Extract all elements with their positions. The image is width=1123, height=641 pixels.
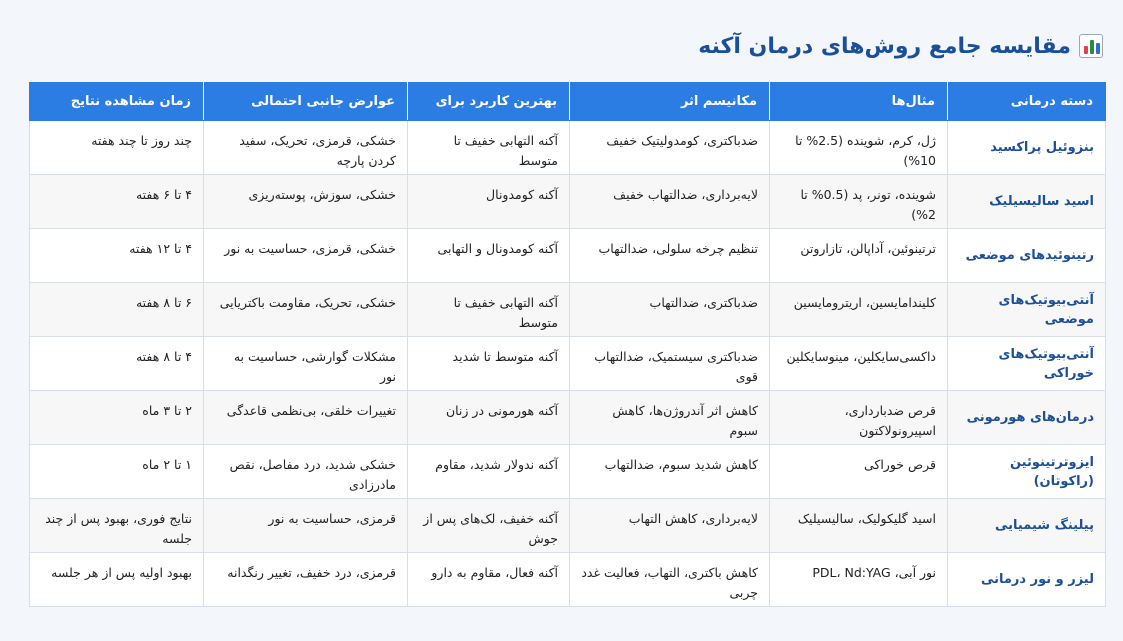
row-side-effects: قرمزی، حساسیت به نور bbox=[204, 499, 408, 553]
row-examples: ترتینوئین، آداپالن، تازاروتن bbox=[770, 229, 948, 283]
row-category: اسید سالیسیلیک bbox=[948, 175, 1106, 229]
row-mechanism: ضدباکتری سیستمیک، ضدالتهاب قوی bbox=[570, 337, 770, 391]
header-best-for[interactable]: بهترین کاربرد برای bbox=[408, 83, 570, 121]
table-row bbox=[30, 499, 1106, 553]
row-results-time: ۴ تا ۸ هفته bbox=[30, 337, 204, 391]
table-row bbox=[30, 175, 1106, 229]
row-side-effects: خشکی، تحریک، مقاومت باکتریایی bbox=[204, 283, 408, 337]
row-mechanism: ضدباکتری، کومدولیتیک خفیف bbox=[570, 121, 770, 175]
row-best-for: آکنه کومدونال و التهابی bbox=[408, 229, 570, 283]
row-results-time: نتایج فوری، بهبود پس از چند جلسه bbox=[30, 499, 204, 553]
row-category: بنزوئیل پراکسید bbox=[948, 121, 1106, 175]
row-side-effects: قرمزی، درد خفیف، تغییر رنگدانه bbox=[204, 553, 408, 607]
row-mechanism: لایه‌برداری، کاهش التهاب bbox=[570, 499, 770, 553]
row-results-time: ۴ تا ۶ هفته bbox=[30, 175, 204, 229]
comparison-table bbox=[29, 82, 1106, 607]
table-row bbox=[30, 445, 1106, 499]
table-row bbox=[30, 229, 1106, 283]
row-examples: اسید گلیکولیک، سالیسیلیک bbox=[770, 499, 948, 553]
row-best-for: آکنه التهابی خفیف تا متوسط bbox=[408, 121, 570, 175]
row-examples: داکسی‌سایکلین، مینوسایکلین bbox=[770, 337, 948, 391]
row-side-effects: تغییرات خلقی، بی‌نظمی قاعدگی bbox=[204, 391, 408, 445]
row-examples: شوینده، تونر، پد (0.5% تا 2%) bbox=[770, 175, 948, 229]
row-best-for: آکنه التهابی خفیف تا متوسط bbox=[408, 283, 570, 337]
row-results-time: بهبود اولیه پس از هر جلسه bbox=[30, 553, 204, 607]
row-best-for: آکنه فعال، مقاوم به دارو bbox=[408, 553, 570, 607]
row-examples: نور آبی، PDL، Nd:YAG bbox=[770, 553, 948, 607]
table-row bbox=[30, 391, 1106, 445]
table-row bbox=[30, 283, 1106, 337]
header-mechanism[interactable]: مکانیسم اثر bbox=[570, 83, 770, 121]
row-side-effects: خشکی، سوزش، پوسته‌ریزی bbox=[204, 175, 408, 229]
row-best-for: آکنه ندولار شدید، مقاوم bbox=[408, 445, 570, 499]
row-best-for: آکنه خفیف، لک‌های پس از جوش bbox=[408, 499, 570, 553]
row-category: لیزر و نور درمانی bbox=[948, 553, 1106, 607]
row-best-for: آکنه متوسط تا شدید bbox=[408, 337, 570, 391]
row-side-effects: خشکی، قرمزی، حساسیت به نور bbox=[204, 229, 408, 283]
row-best-for: آکنه هورمونی در زنان bbox=[408, 391, 570, 445]
row-side-effects: خشکی شدید، درد مفاصل، نقص مادرزادی bbox=[204, 445, 408, 499]
table-row bbox=[30, 121, 1106, 175]
row-results-time: ۴ تا ۱۲ هفته bbox=[30, 229, 204, 283]
page-title bbox=[698, 28, 1103, 64]
row-category: رتینوئیدهای موضعی bbox=[948, 229, 1106, 283]
row-results-time: ۲ تا ۳ ماه bbox=[30, 391, 204, 445]
row-results-time: ۱ تا ۲ ماه bbox=[30, 445, 204, 499]
table-row bbox=[30, 337, 1106, 391]
table-header-row bbox=[30, 83, 1106, 121]
row-examples: ژل، کرم، شوینده (2.5% تا 10%) bbox=[770, 121, 948, 175]
row-mechanism: لایه‌برداری، ضدالتهاب خفیف bbox=[570, 175, 770, 229]
header-category[interactable]: دسته درمانی bbox=[948, 83, 1106, 121]
row-category: پیلینگ شیمیایی bbox=[948, 499, 1106, 553]
row-mechanism: کاهش شدید سبوم، ضدالتهاب bbox=[570, 445, 770, 499]
row-mechanism: ضدباکتری، ضدالتهاب bbox=[570, 283, 770, 337]
row-mechanism: تنظیم چرخه سلولی، ضدالتهاب bbox=[570, 229, 770, 283]
header-examples[interactable]: مثال‌ها bbox=[770, 83, 948, 121]
bar-chart-icon bbox=[1079, 34, 1103, 58]
row-mechanism: کاهش اثر آندروژن‌ها، کاهش سبوم bbox=[570, 391, 770, 445]
row-category: آنتی‌بیوتیک‌های خوراکی bbox=[948, 337, 1106, 391]
row-examples: قرص ضدبارداری، اسپیرونولاکتون bbox=[770, 391, 948, 445]
row-category: آنتی‌بیوتیک‌های موضعی bbox=[948, 283, 1106, 337]
row-side-effects: خشکی، قرمزی، تحریک، سفید کردن پارچه bbox=[204, 121, 408, 175]
row-category: ایزوترتینوئین (راکوتان) bbox=[948, 445, 1106, 499]
row-examples: کلیندامایسین، اریترومایسین bbox=[770, 283, 948, 337]
header-results-time[interactable]: زمان مشاهده نتایج bbox=[30, 83, 204, 121]
header-side-effects[interactable]: عوارض جانبی احتمالی bbox=[204, 83, 408, 121]
row-results-time: ۶ تا ۸ هفته bbox=[30, 283, 204, 337]
row-examples: قرص خوراکی bbox=[770, 445, 948, 499]
table-row bbox=[30, 553, 1106, 607]
row-mechanism: کاهش باکتری، التهاب، فعالیت غدد چربی bbox=[570, 553, 770, 607]
row-side-effects: مشکلات گوارشی، حساسیت به نور bbox=[204, 337, 408, 391]
row-category: درمان‌های هورمونی bbox=[948, 391, 1106, 445]
row-results-time: چند روز تا چند هفته bbox=[30, 121, 204, 175]
page-title-text: مقایسه جامع روش‌های درمان آکنه bbox=[698, 33, 1071, 59]
row-best-for: آکنه کومدونال bbox=[408, 175, 570, 229]
